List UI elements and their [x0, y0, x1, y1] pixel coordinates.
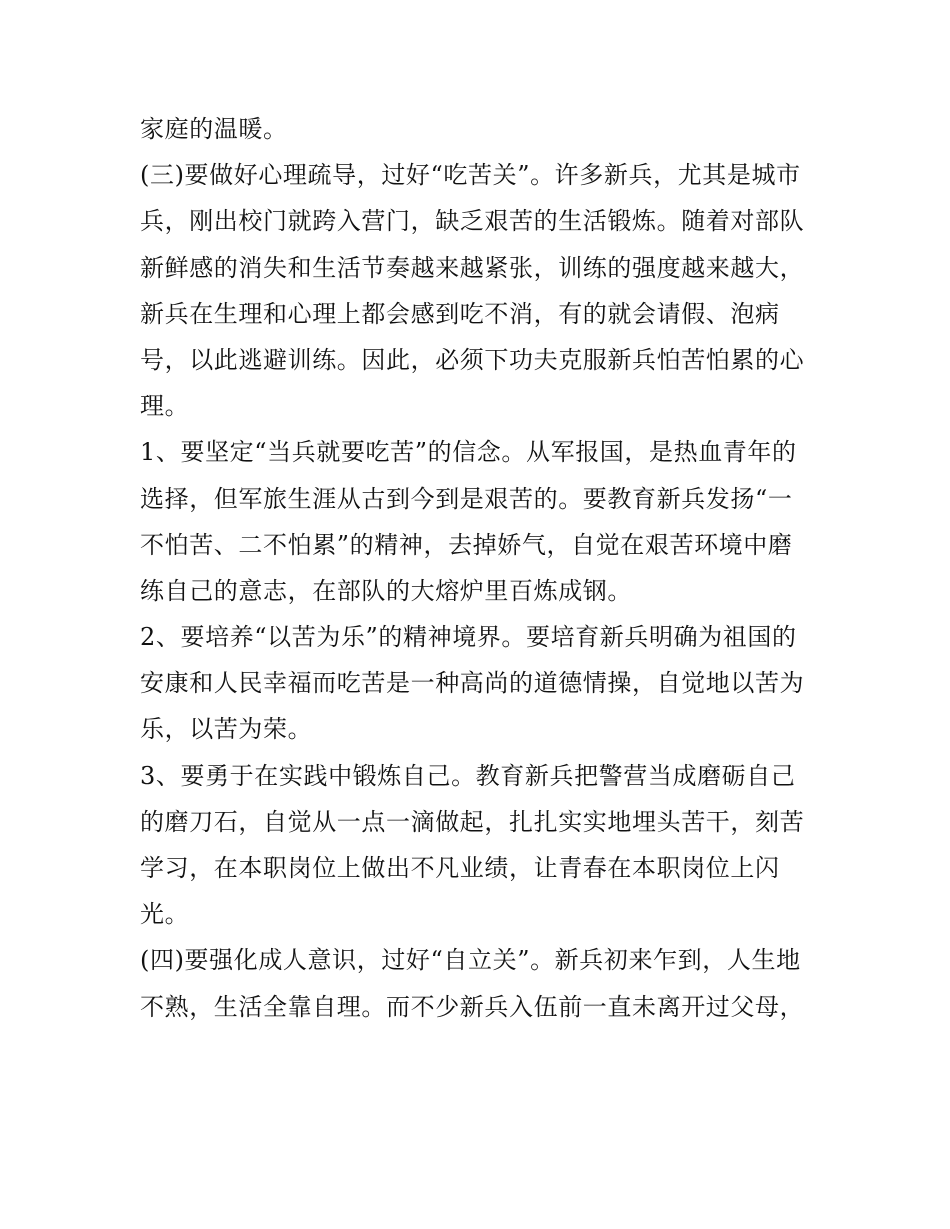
text-line: 的磨刀石，自觉从一点一滴做起，扎扎实实地埋头苦干，刻苦: [140, 807, 805, 836]
text-line: 兵，刚出校门就跨入营门，缺乏艰苦的生活锻炼。随着对部队: [140, 207, 805, 236]
text-line: 2、要培养“以苦为乐”的精神境界。要培育新兵明确为祖国的: [140, 623, 797, 652]
text-line: 选择，但军旅生涯从古到今到是艰苦的。要教育新兵发扬“一: [140, 484, 793, 513]
text-line: (三)要做好心理疏导，过好“吃苦关”。许多新兵，尤其是城市: [140, 161, 801, 190]
text-line: 家庭的温暖。: [140, 115, 288, 143]
text-line: 光。: [140, 900, 190, 929]
text-line: 3、要勇于在实践中锻炼自己。教育新兵把警营当成磨砺自己: [140, 761, 796, 790]
text-line: 号，以此逃避训练。因此，必须下功夫克服新兵怕苦怕累的心: [140, 345, 805, 374]
text-line: 新鲜感的消失和生活节奏越来越紧张，训练的强度越来越大，: [140, 253, 805, 282]
text-line: 不熟，生活全靠自理。而不少新兵入伍前一直未离开过父母，: [140, 992, 805, 1021]
text-line: 练自己的意志，在部队的大熔炉里百炼成钢。: [140, 576, 632, 605]
body-text: [140, 106, 820, 1030]
text-line: 学习，在本职岗位上做出不凡业绩，让青春在本职岗位上闪: [140, 854, 780, 882]
text-line: 理。: [140, 392, 190, 421]
text-line: 1、要坚定“当兵就要吃苦”的信念。从军报国，是热血青年的: [140, 438, 797, 467]
text-line: 不怕苦、二不怕累”的精神，去掉娇气，自觉在艰苦环境中磨: [140, 530, 793, 559]
text-line: 安康和人民幸福而吃苦是一种高尚的道德情操，自觉地以苦为: [140, 669, 805, 698]
text-line: 乐，以苦为荣。: [140, 715, 313, 744]
text-line: 新兵在生理和心理上都会感到吃不消，有的就会请假、泡病: [140, 299, 780, 328]
text-line: (四)要强化成人意识，过好“自立关”。新兵初来乍到，人生地: [140, 946, 801, 975]
